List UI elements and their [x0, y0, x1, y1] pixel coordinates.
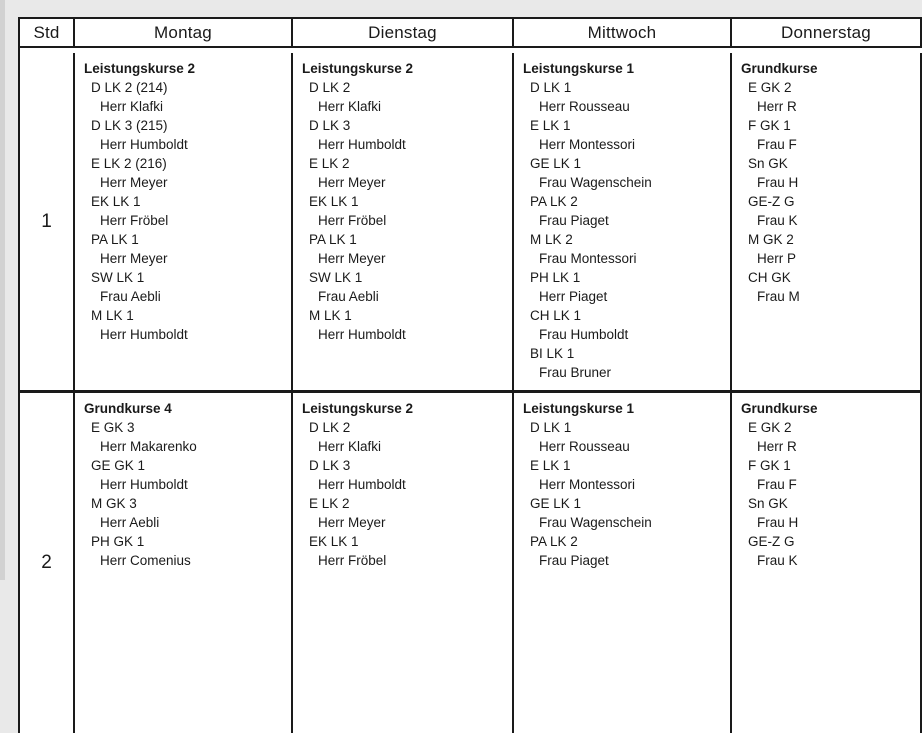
- teacher-name: Frau Piaget: [539, 553, 609, 568]
- course-list: [741, 418, 916, 570]
- course-name: SW LK 1: [91, 270, 145, 285]
- teacher-name: Frau H: [757, 175, 799, 190]
- course-name: PA LK 1: [91, 232, 139, 247]
- course-name: M GK 3: [91, 496, 137, 511]
- teacher-name: Herr Klafki: [318, 99, 382, 114]
- course-group-title: Leistungskurse 1: [523, 401, 635, 416]
- teacher-name: Frau Aebli: [318, 289, 379, 304]
- course-group-title: Grundkurse: [741, 61, 818, 76]
- teacher-name: Herr Humboldt: [100, 327, 188, 342]
- teacher-name: Herr R: [757, 439, 797, 454]
- column-header-std: Std: [20, 19, 75, 48]
- column-header-mittwoch: Mittwoch: [514, 19, 732, 48]
- window-left-edge: [0, 0, 5, 580]
- course-name: D LK 2: [309, 420, 351, 435]
- course-group-title: Leistungskurse 2: [302, 61, 414, 76]
- teacher-name: Frau F: [757, 137, 797, 152]
- course-group-title: Leistungskurse 2: [302, 401, 414, 416]
- course-name: GE-Z G: [748, 534, 795, 549]
- course-name: D LK 2 (214): [91, 80, 168, 95]
- teacher-name: Herr P: [757, 251, 797, 266]
- period-number: 2: [41, 552, 52, 573]
- teacher-name: Frau K: [757, 553, 798, 568]
- course-name: SW LK 1: [309, 270, 363, 285]
- course-name: F GK 1: [748, 118, 791, 133]
- teacher-name: Herr Makarenko: [100, 439, 197, 454]
- course-name: E LK 2: [309, 156, 350, 171]
- course-name: D LK 2: [309, 80, 351, 95]
- course-name: E LK 1: [530, 118, 571, 133]
- teacher-name: Herr Klafki: [318, 439, 382, 454]
- teacher-name: Frau Aebli: [100, 289, 161, 304]
- course-list: [741, 78, 916, 306]
- timetable-grid: [18, 17, 922, 733]
- column-header-dienstag: Dienstag: [293, 19, 514, 48]
- course-name: D LK 3: [309, 458, 351, 473]
- period-cell-1[interactable]: [20, 53, 75, 393]
- course-name: GE LK 1: [530, 156, 582, 171]
- teacher-name: Frau Humboldt: [539, 327, 629, 342]
- course-name: E GK 3: [91, 420, 135, 435]
- course-name: EK LK 1: [91, 194, 141, 209]
- course-name: M LK 1: [91, 308, 134, 323]
- course-list: [84, 418, 287, 570]
- teacher-name: Frau H: [757, 515, 799, 530]
- teacher-name: Herr Meyer: [100, 175, 168, 190]
- teacher-name: Herr Meyer: [318, 251, 386, 266]
- cell-donnerstag-period2[interactable]: [732, 393, 922, 733]
- course-list: [302, 418, 508, 570]
- course-list: [302, 78, 508, 344]
- teacher-name: Frau M: [757, 289, 800, 304]
- teacher-name: Herr Humboldt: [318, 137, 406, 152]
- teacher-name: Herr Meyer: [318, 515, 386, 530]
- course-name: PA LK 2: [530, 534, 578, 549]
- cell-donnerstag-period1[interactable]: [732, 53, 922, 393]
- teacher-name: Frau Wagenschein: [539, 175, 652, 190]
- teacher-name: Herr Aebli: [100, 515, 160, 530]
- cell-mittwoch-period1[interactable]: [514, 53, 732, 393]
- course-name: M GK 2: [748, 232, 794, 247]
- course-name: E LK 1: [530, 458, 571, 473]
- teacher-name: Herr Fröbel: [100, 213, 169, 228]
- course-name: E GK 2: [748, 80, 792, 95]
- teacher-name: Herr Humboldt: [318, 327, 406, 342]
- teacher-name: Frau Montessori: [539, 251, 637, 266]
- course-name: Sn GK: [748, 156, 788, 171]
- teacher-name: Frau Bruner: [539, 365, 612, 380]
- teacher-name: Herr Piaget: [539, 289, 608, 304]
- teacher-name: Frau Piaget: [539, 213, 609, 228]
- course-group-title: Leistungskurse 1: [523, 61, 635, 76]
- teacher-name: Herr Humboldt: [100, 477, 188, 492]
- course-name: D LK 1: [530, 80, 572, 95]
- cell-montag-period1[interactable]: [75, 53, 293, 393]
- course-name: GE GK 1: [91, 458, 146, 473]
- cell-montag-period2[interactable]: [75, 393, 293, 733]
- cell-mittwoch-period2[interactable]: [514, 393, 732, 733]
- teacher-name: Herr Rousseau: [539, 99, 630, 114]
- course-name: GE LK 1: [530, 496, 582, 511]
- course-group-title: Grundkurse 4: [84, 401, 172, 416]
- teacher-name: Herr Fröbel: [318, 553, 387, 568]
- course-list: [523, 418, 726, 570]
- teacher-name: Herr Meyer: [318, 175, 386, 190]
- course-name: M LK 2: [530, 232, 573, 247]
- teacher-name: Herr Humboldt: [100, 137, 188, 152]
- course-name: BI LK 1: [530, 346, 575, 361]
- course-name: D LK 1: [530, 420, 572, 435]
- course-list: [84, 78, 287, 344]
- cell-dienstag-period2[interactable]: [293, 393, 514, 733]
- cell-dienstag-period1[interactable]: [293, 53, 514, 393]
- course-name: GE-Z G: [748, 194, 795, 209]
- teacher-name: Frau Wagenschein: [539, 515, 652, 530]
- course-name: D LK 3: [309, 118, 351, 133]
- course-name: F GK 1: [748, 458, 791, 473]
- course-group-title: Leistungskurse 2: [84, 61, 196, 76]
- period-cell-2[interactable]: [20, 393, 75, 733]
- teacher-name: Frau K: [757, 213, 798, 228]
- period-number: 1: [41, 210, 52, 232]
- course-group-title: Grundkurse: [741, 401, 818, 416]
- teacher-name: Herr Montessori: [539, 137, 636, 152]
- course-name: EK LK 1: [309, 534, 359, 549]
- column-header-montag: Montag: [75, 19, 293, 48]
- course-name: PH GK 1: [91, 534, 145, 549]
- course-name: Sn GK: [748, 496, 788, 511]
- course-name: E LK 2: [309, 496, 350, 511]
- course-name: PA LK 1: [309, 232, 357, 247]
- course-name: E GK 2: [748, 420, 792, 435]
- teacher-name: Herr Fröbel: [318, 213, 387, 228]
- teacher-name: Herr Montessori: [539, 477, 636, 492]
- teacher-name: Herr Rousseau: [539, 439, 630, 454]
- course-name: CH LK 1: [530, 308, 582, 323]
- teacher-name: Herr Humboldt: [318, 477, 406, 492]
- teacher-name: Herr Comenius: [100, 553, 191, 568]
- teacher-name: Herr R: [757, 99, 797, 114]
- teacher-name: Herr Meyer: [100, 251, 168, 266]
- course-name: PA LK 2: [530, 194, 578, 209]
- course-name: EK LK 1: [309, 194, 359, 209]
- course-name: E LK 2 (216): [91, 156, 167, 171]
- course-name: CH GK: [748, 270, 791, 285]
- course-name: PH LK 1: [530, 270, 581, 285]
- column-header-donnerstag: Donnerstag: [732, 19, 922, 48]
- course-name: D LK 3 (215): [91, 118, 168, 133]
- course-name: M LK 1: [309, 308, 352, 323]
- course-list: [523, 78, 726, 382]
- teacher-name: Herr Klafki: [100, 99, 164, 114]
- teacher-name: Frau F: [757, 477, 797, 492]
